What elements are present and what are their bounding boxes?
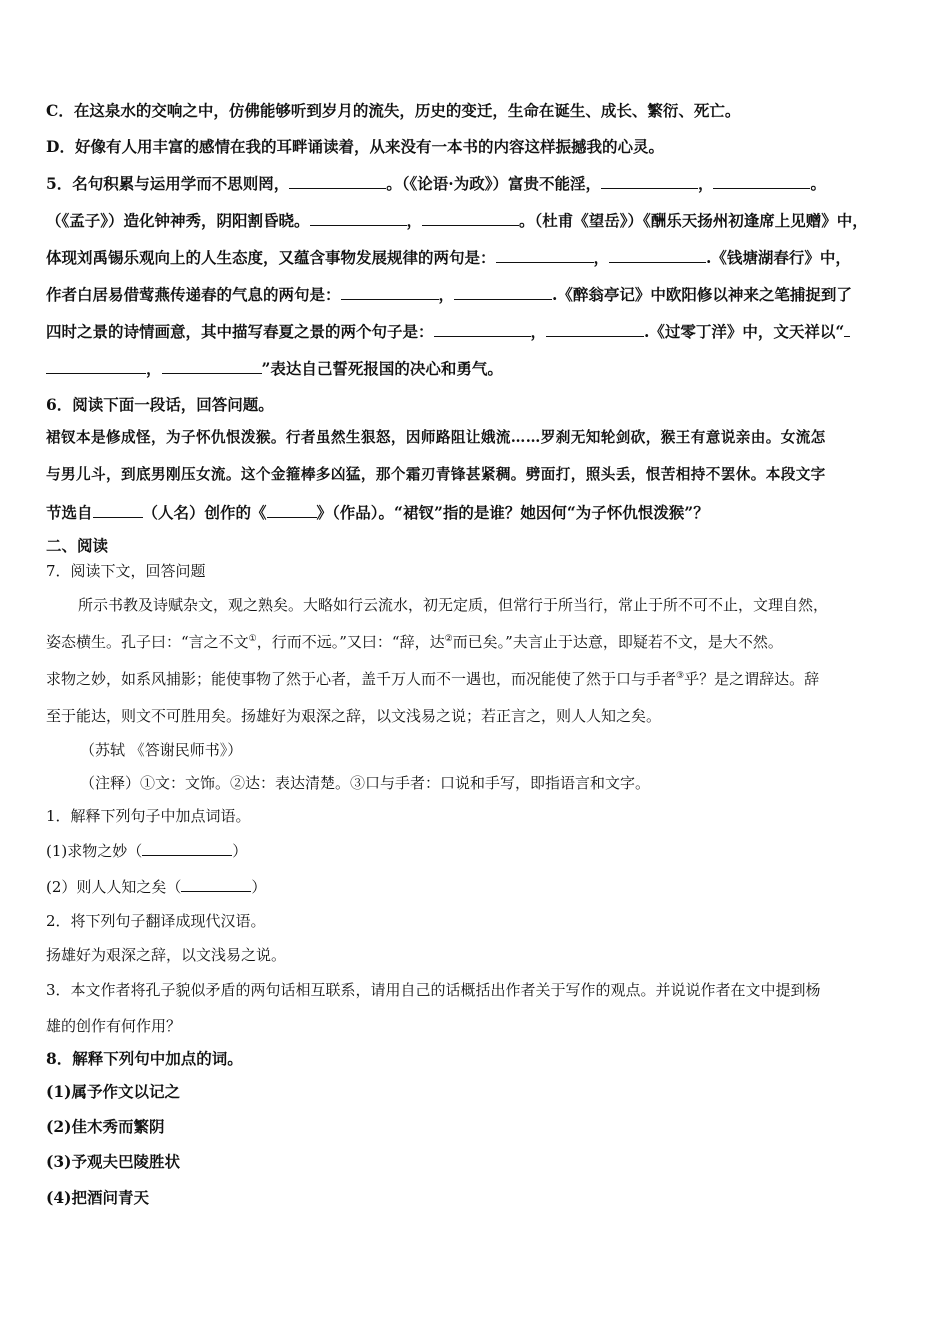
answer-blank[interactable] [434,321,531,337]
q8-title: 8．解释下列句中加点的词。 [46,1049,243,1068]
q5-line-6: ， ”表达自己誓死报国的决心和勇气。 [46,358,503,379]
q5-line-1: 5．名句积累与运用学而不思则罔， 。（《论语·为政》）富贵不能淫， ， 。 [46,174,826,193]
q4-option-c: C．在这泉水的交响之中，仿佛能够听到岁月的流失，历史的变迁，生命在诞生、成长、繁衍、死亡。 [46,101,741,120]
answer-blank[interactable] [46,358,146,374]
q4-option-d: D．好像有人用丰富的感情在我的耳畔诵读着，从来没有一本书的内容这样振撼我的心灵。 [46,137,664,156]
q6-question: 节选自 （人名）创作的《 》（作品）。“裙钗”指的是谁？她因何“为子怀仇恨泼猴”？ [46,503,709,522]
q7-subquestion-1: 1．解释下列句子中加点词语。 [46,807,251,825]
q8-item: (1)属予作文以记之 [46,1082,180,1101]
q8-item: (4)把酒问青天 [46,1188,149,1207]
q7-text-line: 所示书教及诗赋杂文，观之熟矣。大略如行云流水，初无定质，但常行于所当行，常止于所不可不止，文理自然， [78,596,829,614]
answer-blank[interactable] [289,173,386,189]
answer-blank[interactable] [454,284,552,300]
answer-blank[interactable] [496,247,594,263]
q7-text-line: 姿态横生。孔子曰：“言之不文①，行而不远。”又曰：“辞，达②而已矣。”夫言止于达意，即疑若不文，是大不然。 [46,633,783,651]
q7-subquestion-3: 雄的创作有何作用？ [46,1017,182,1035]
answer-blank[interactable] [341,284,439,300]
q7-translate-text: 扬雄好为艰深之辞，以文浅易之说。 [46,946,287,964]
section-heading: 二、阅读 [46,536,109,555]
answer-blank[interactable] [93,502,143,518]
q7-item: (1)求物之妙（ ） [46,842,248,860]
q7-subquestion-3: 3．本文作者将孔子貌似矛盾的两句话相互联系，请用自己的话概括出作者关于写作的观点。并说说作者在文中提到杨 [46,981,821,999]
answer-blank[interactable] [609,247,706,263]
answer-blank[interactable] [422,210,519,226]
q6-title: 6．阅读下面一段话，回答问题。 [46,395,274,414]
q8-item: (3)予观夫巴陵胜状 [46,1152,180,1171]
q5-line-5: 四时之景的诗情画意，其中描写春夏之景的两个句子是： ， .《过零丁洋》中，文天祥以“ [46,321,850,342]
answer-blank[interactable] [267,502,317,518]
q7-subquestion-2: 2．将下列句子翻译成现代汉语。 [46,912,266,930]
answer-blank[interactable] [142,840,232,856]
q5-line-4: 作者白居易借莺燕传递春的气息的两句是： ， .《醉翁亭记》中欧阳修以神来之笔捕捉到了 [46,285,852,304]
q5-line-2: （《孟子》）造化钟神秀，阴阳割昏晓。 ， 。（杜甫《望岳》）《酬乐天扬州初逢席上见赠》中， [46,211,868,230]
q5-line-3: 体现刘禹锡乐观向上的人生态度，又蕴含事物发展规律的两句是： ， .《钱塘湖春行》中， [46,248,851,267]
q7-title: 7．阅读下文，回答问题 [46,562,206,580]
answer-blank[interactable] [713,173,810,189]
q7-item: (2）则人人知之矣（ ） [46,878,267,896]
answer-blank[interactable] [310,210,407,226]
q6-passage-line: 裙钗本是修成怪，为子怀仇恨泼猴。行者虽然生狠怒，因师路阻让娥流……罗刹无知轮剑砍，猴王有意说亲由。女流怎 [46,429,826,446]
q6-passage-line: 与男儿斗，到底男刚压女流。这个金箍棒多凶猛，那个霜刃青锋甚紧稠。劈面打，照头丢，恨苦相持不罢休。本段文字 [46,466,826,483]
answer-blank[interactable] [181,876,251,892]
answer-blank[interactable] [601,173,698,189]
answer-blank[interactable] [546,321,644,337]
q7-text-line: 至于能达，则文不可胜用矣。扬雄好为艰深之辞，以文浅易之说；若正言之，则人人知之矣。 [46,707,662,725]
q7-notes: （注释）①文：文饰。②达：表达清楚。③口与手者：口说和手写，即指语言和文字。 [80,774,651,792]
q7-source: （苏轼 《答谢民师书》） [80,741,243,759]
q8-item: (2)佳木秀而繁阴 [46,1117,165,1136]
q7-text-line: 求物之妙，如系风捕影；能使事物了然于心者，盖千万人而不一遇也，而况能使了然于口与手者③乎？是之谓辞达。辞 [46,670,820,688]
answer-blank[interactable] [162,358,262,374]
answer-blank[interactable] [844,321,850,337]
